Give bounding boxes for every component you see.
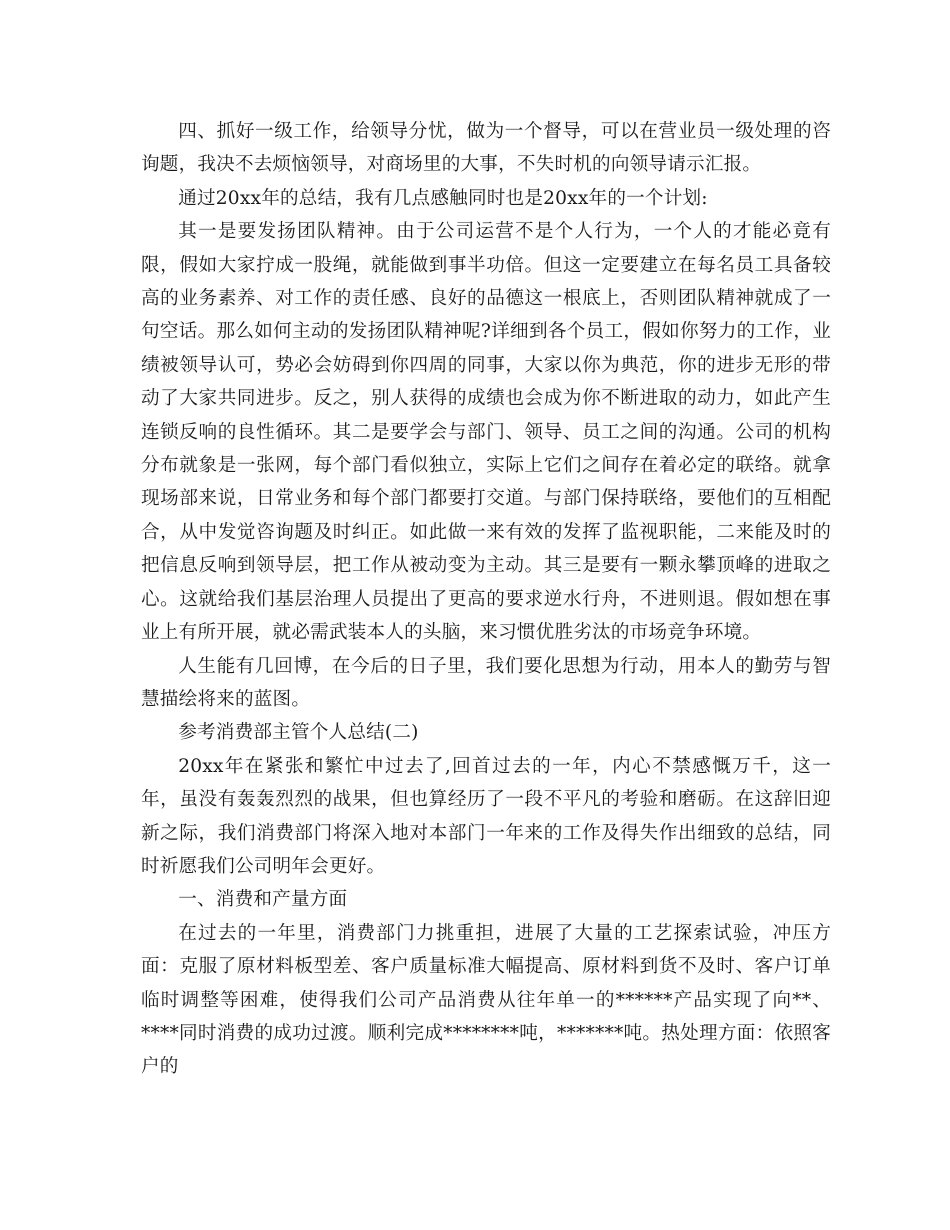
document-body: [141, 115, 831, 1084]
paragraph-production-details: 在过去的一年里，消费部门力挑重担，进展了大量的工艺探索试验，冲压方面：克服了原材料板型差、客户质量标准大幅提高、原材料到货不及时、客户订单临时调整等困难，使得我们公司产品消费从往年单一的******产品实现了向**、****同时消费的成功过渡。顺利完成********吨，*******吨。热处理方面：依照客户的: [141, 922, 831, 1078]
section-heading-production: 一、消费和产量方面: [178, 889, 348, 911]
section-title: 参考消费部主管个人总结(二): [178, 722, 419, 744]
paragraph-life-outlook: 人生能有几回博，在今后的日子里，我们要化思想为行动，用本人的勤劳与智慧描绘将来的蓝图。: [141, 655, 831, 710]
paragraph-team-spirit: 其一是要发扬团队精神。由于公司运营不是个人行为，一个人的才能必竟有限，假如大家拧成一股绳，就能做到事半功倍。但这一定要建立在每名员工具备较高的业务素养、对工作的责任感、良好的品德这一根底上，否则团队精神就成了一句空话。那么如何主动的发扬团队精神呢?详细到各个员工，假如你努力的工作，业绩被领导认可，势必会妨碍到你四周的同事，大家以你为典范，你的进步无形的带动了大家共同进步。反之，别人获得的成绩也会成为你不断进取的动力，如此产生连锁反响的良性循环。其二是要学会与部门、领导、员工之间的沟通。公司的机构分布就象是一张网，每个部门看似独立，实际上它们之间存在着必定的联络。就拿现场部来说，日常业务和每个部门都要打交道。与部门保持联络，要他们的互相配合，从中发觉咨询题及时纠正。如此做一来有效的发挥了监视职能，二来能及时的把信息反响到领导层，把工作从被动变为主动。其三是要有一颗永攀顶峰的进取之心。这就给我们基层治理人员提出了更高的要求逆水行舟，不进则退。假如想在事业上有所开展，就必需武装本人的头脑，来习惯优胜劣汰的市场竞争环境。: [141, 221, 831, 644]
paragraph-year-review: 20xx年在紧张和繁忙中过去了,回首过去的一年，内心不禁感慨万千，这一年，虽没有轰轰烈烈的战果，但也算经历了一段不平凡的考验和磨砺。在这辞旧迎新之际，我们消费部门将深入地对本部门一年来的工作及得失作出细致的总结，同时祈愿我们公司明年会更好。: [141, 755, 831, 877]
paragraph-summary-intro: 通过20xx年的总结，我有几点感触同时也是20xx年的一个计划:: [178, 187, 708, 209]
paragraph-point-four: 四、抓好一级工作，给领导分忧，做为一个督导，可以在营业员一级处理的咨询题，我决不去烦恼领导，对商场里的大事，不失时机的向领导请示汇报。: [141, 121, 831, 176]
